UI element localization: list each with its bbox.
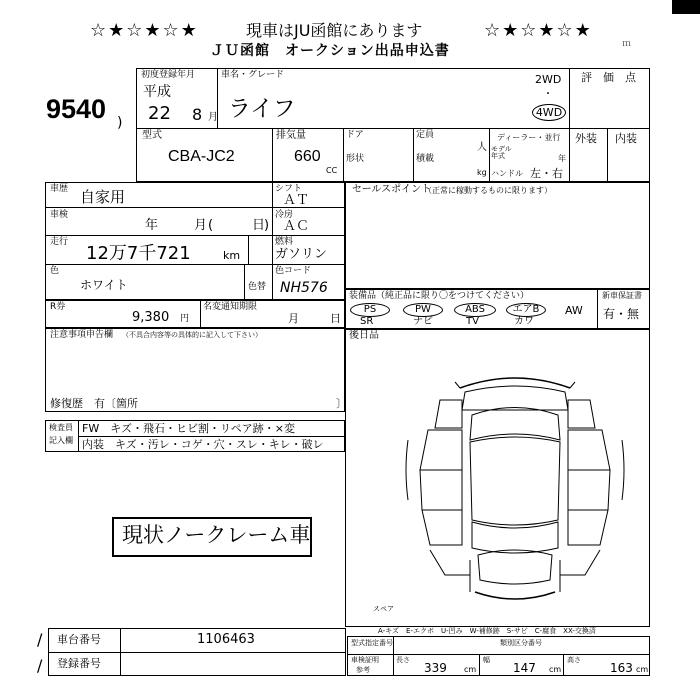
equip-leather: カワ — [514, 316, 534, 327]
height-value: 163 — [610, 661, 633, 675]
inspection-day: 日 — [252, 218, 266, 233]
stars-left: ☆★☆★☆★ — [90, 20, 199, 41]
sales-point-label: セールスポイント — [352, 184, 432, 195]
check-label-entry: 記入欄 — [49, 436, 73, 445]
rating-label: 評 価 点 — [581, 71, 636, 84]
lot-number: 9540 — [46, 94, 107, 124]
recycle-label: R券 — [50, 302, 66, 312]
black-corner-block — [672, 0, 700, 14]
displacement-unit: CC — [326, 166, 338, 175]
inspection-day-open: ( — [208, 218, 214, 233]
corner-mark: ｍ — [622, 39, 632, 49]
sales-point-box — [345, 182, 650, 289]
equip-ps: PS — [350, 303, 390, 317]
inspection-month: 月 — [194, 218, 208, 233]
ownership-month: 月 — [288, 312, 299, 325]
repair-close: 〕 — [336, 397, 347, 410]
dealer-label: ディーラー・並行 — [497, 133, 561, 142]
notes-label: 注意事項申告欄 — [50, 330, 114, 340]
aircon-label: 冷房 — [275, 210, 294, 220]
recycle-unit: 円 — [180, 314, 190, 324]
length-unit: cm — [464, 665, 477, 674]
form-title: ＪＵ函館 オークション出品申込書 — [210, 43, 450, 59]
model-label: 型式 — [142, 130, 162, 141]
check-row-interior: 内装 キズ・汚レ・コゲ・穴・スレ・キレ・破レ — [82, 438, 324, 451]
spare-label: スペア — [373, 605, 394, 613]
equipment-label: 装備品（純正品に限り〇をつけてください） — [349, 291, 530, 301]
length-label: 長さ — [396, 656, 410, 664]
handle-value: 左・右 — [530, 167, 563, 180]
damage-legend: A-キズ E-エクボ U-凹み W-補修跡 S-サビ C-腐食 XX-交換済 — [378, 627, 596, 635]
history-value: 自家用 — [80, 188, 126, 206]
reg-no-label: 登録番号 — [57, 657, 101, 670]
height-label: 高さ — [567, 656, 581, 664]
kg-unit: kg — [477, 168, 487, 177]
length-value: 339 — [424, 661, 447, 675]
height-unit: cm — [636, 665, 649, 674]
chassis-value: 1106463 — [197, 632, 255, 647]
shape-label: 形状 — [346, 154, 365, 164]
type-no-label: 型式指定番号 — [351, 639, 393, 647]
shift-label: シフト — [275, 184, 303, 194]
mileage-value: 12万7千721 — [86, 243, 191, 264]
interior-label: 内装 — [615, 132, 637, 145]
check-label-inspector: 検査員 — [49, 423, 73, 432]
color-change-label: 色替 — [248, 282, 267, 292]
width-label: 幅 — [483, 656, 490, 664]
chassis-label: 車台番号 — [57, 633, 101, 646]
drive-2wd: 2WD — [535, 73, 562, 86]
equip-pw: PW — [403, 303, 443, 317]
equip-sr: SR — [360, 316, 374, 327]
first-reg-label: 初度登録年月 — [141, 70, 196, 80]
rear-items-label: 後日品 — [349, 330, 379, 341]
load-label: 積載 — [416, 154, 435, 164]
drive-sep: ・ — [543, 89, 553, 100]
equip-abs: ABS — [454, 303, 496, 317]
ownership-day: 日 — [330, 312, 341, 325]
person-unit: 人 — [477, 142, 487, 153]
car-damage-diagram — [400, 370, 630, 610]
shift-value: ＡＴ — [283, 193, 310, 208]
cert-label: 車検証明 — [351, 656, 379, 664]
color-label: 色 — [50, 266, 60, 276]
no-claim-stamp-text: 現状ノークレーム車 — [122, 523, 311, 547]
mileage-unit: km — [223, 249, 241, 262]
ownership-label: 名変通知期限 — [203, 302, 258, 312]
color-code-label: 色コード — [275, 266, 312, 276]
repair-label: 修復歴 有〔箇所 — [50, 397, 138, 410]
color-code-value: NH576 — [280, 280, 328, 296]
first-reg-month-unit: 月 — [208, 112, 218, 123]
recycle-value: 9,380 — [132, 310, 170, 325]
model-year-label: モデル 年式 — [491, 145, 512, 160]
exterior-label: 外装 — [575, 132, 597, 145]
color-value: ホワイト — [80, 278, 128, 292]
width-unit: cm — [549, 665, 562, 674]
width-value: 147 — [513, 661, 536, 675]
inspection-year: 年 — [145, 218, 159, 233]
notes-sub: （不具合内容等の具体的に記入して下さい） — [122, 331, 262, 339]
inspection-day-close: ) — [264, 218, 270, 233]
history-label: 車歴 — [50, 184, 69, 194]
capacity-label: 定員 — [416, 130, 435, 140]
displacement-value: 660 — [294, 148, 321, 165]
sales-point-note: （正常に稼動するものに限ります） — [424, 186, 552, 195]
check-row-exterior: FW キズ・飛石・ヒビ割・リペア跡・×変 — [82, 422, 295, 435]
model-value: CBA-JC2 — [168, 148, 235, 165]
drive-4wd: 4WD — [532, 104, 566, 121]
first-reg-year: 22 — [148, 103, 171, 124]
equip-tv: TV — [466, 316, 479, 327]
handle-label: ハンドル — [491, 169, 523, 178]
warranty-value: 有・無 — [603, 307, 640, 321]
equip-navi: ナビ — [413, 316, 433, 327]
car-name-value: ライフ — [228, 96, 296, 122]
fuel-label: 燃料 — [275, 237, 294, 247]
equip-aw: AW — [565, 304, 583, 317]
aircon-value: ＡＣ — [283, 219, 310, 234]
location-banner: 現車はJU函館にあります — [246, 21, 423, 40]
lot-suffix: ) — [117, 115, 123, 131]
reference-label: 参考 — [356, 666, 370, 674]
mileage-label: 走行 — [50, 237, 69, 247]
class-no-label: 類別区分番号 — [500, 639, 542, 647]
displacement-label: 排気量 — [276, 130, 306, 141]
recycle-box — [45, 300, 345, 328]
first-reg-month: 8 — [192, 105, 203, 124]
inspection-label: 車検 — [50, 210, 69, 220]
fuel-value: ガソリン — [275, 247, 328, 262]
warranty-label: 新車保証書 — [602, 291, 642, 300]
first-reg-era: 平成 — [143, 84, 171, 100]
year-unit: 年 — [558, 154, 566, 163]
equip-airbag: エアB — [506, 303, 546, 317]
door-label: ドア — [346, 130, 364, 140]
stars-right: ☆★☆★☆★ — [484, 20, 593, 41]
car-name-label: 車名・グレード — [221, 70, 285, 80]
